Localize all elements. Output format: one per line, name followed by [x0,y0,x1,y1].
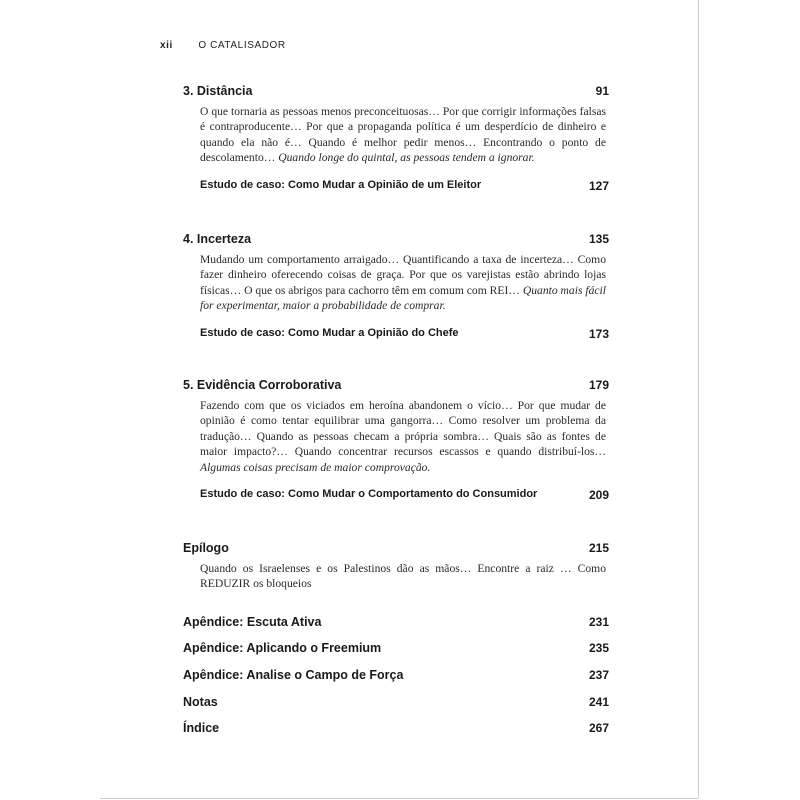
case-study-page: 209 [588,488,609,503]
toc-chapter-3 [183,84,609,193]
chapter-description: Mudando um comportamento arraigado… Quantificando a taxa de incerteza… Como fazer dinheiro oferecendo coisas de graça. Por que os varejistas estão abrindo lojas físicas… O que os abrigos para cachorro têm em comum com REI… Quanto mais fácil for experimentar, maior a probabilidade de comprar. [200,253,606,313]
chapter-title: 5. Evidência Corroborativa [183,378,342,392]
case-study-title: Estudo de caso: Como Mudar a Opinião do Chefe [200,326,459,339]
chapter-italic-note: Quando longe do quintal, as pessoas tendem a ignorar. [278,151,535,165]
notes-page: 241 [588,695,609,709]
toc-chapter-4 [183,232,609,341]
epilogue-description: Quando os Israelenses e os Palestinos dão as mãos… Encontre a raiz … Como REDUZIR os bloqueios [200,562,606,591]
epilogue-page: 215 [588,541,609,555]
chapter-description: O que tornaria as pessoas menos preconceituosas… Por que corrigir informações falsas é contraproducente… Por que a propaganda política é um desperdício de dinheiro e quando ela não é… Quando é melhor pedir menos… Encontrando o ponto de descolamento… Quando longe do quintal, as pessoas tendem a ignorar. [200,105,606,165]
appendix-page: 231 [588,615,609,629]
case-study-title: Estudo de caso: Como Mudar o Comportamento do Consumidor [200,488,538,501]
toc-appendix-active-listening [183,615,609,629]
appendix-page: 235 [588,641,609,655]
case-study-page: 127 [588,178,609,193]
appendix-title: Apêndice: Aplicando o Freemium [183,641,382,655]
chapter-title: 3. Distância [183,84,253,98]
toc-epilogue [183,541,609,592]
chapter-description: Fazendo com que os viciados em heroína abandonem o vício… Por que mudar de opinião é como tentar equilibrar uma gangorra… Como resolver um problema da tradução… Quando as pessoas checam a própria sombra… Quais são as fontes de maior impacto?… Quando concentrar recursos escassos e quando distribuí-los… Algumas coisas precisam de maior comprovação. [200,399,606,474]
appendix-title: Apêndice: Analise o Campo de Força [183,668,404,682]
case-study [200,488,609,502]
case-study-title: Estudo de caso: Como Mudar a Opinião de um Eleitor [200,178,482,191]
toc-appendix-force-field [183,668,609,682]
appendix-title: Apêndice: Escuta Ativa [183,615,322,629]
case-study [200,327,609,341]
running-head [160,40,286,51]
index-title: Índice [183,721,220,735]
chapter-italic-note: Algumas coisas precisam de maior comprovação. [200,460,431,474]
chapter-italic-note: Quanto mais fácil for experimentar, maior a probabilidade de comprar. [200,283,606,313]
case-study-page: 173 [588,326,609,341]
toc-notes [183,695,609,709]
chapter-page: 135 [588,232,609,246]
toc-chapter-5 [183,378,609,502]
toc-appendix-freemium [183,641,609,655]
book-title: O CATALISADOR [198,40,286,51]
case-study [200,179,609,193]
folio-number: xii [160,40,173,51]
notes-title: Notas [183,695,218,709]
index-page: 267 [588,721,609,735]
chapter-page: 91 [595,84,609,98]
toc-index [183,721,609,735]
chapter-page: 179 [588,378,609,392]
chapter-title: 4. Incerteza [183,232,252,246]
epilogue-title: Epílogo [183,541,229,555]
appendix-page: 237 [588,668,609,682]
